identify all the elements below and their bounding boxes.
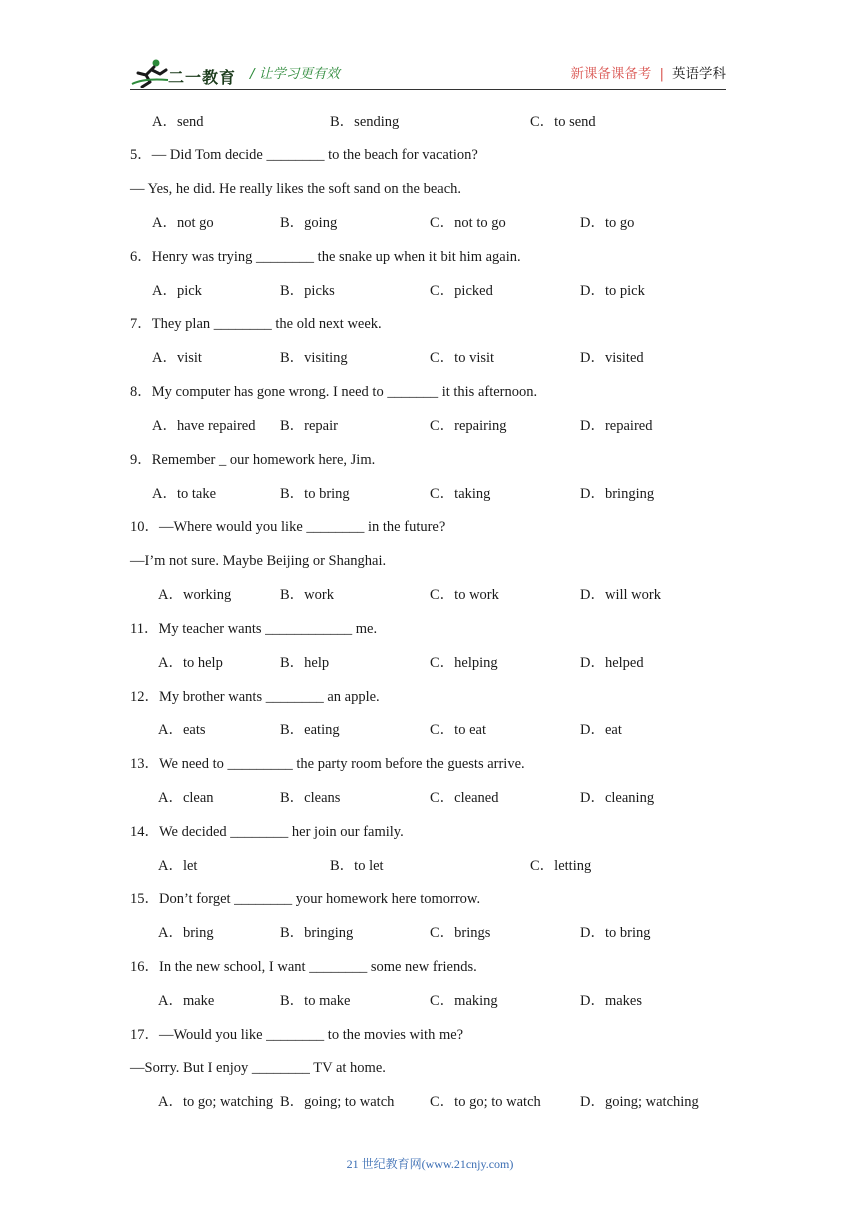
page-header	[130, 56, 726, 90]
option: A．make	[158, 993, 215, 1009]
option: B．cleans	[280, 790, 341, 806]
option: B．picks	[280, 283, 335, 299]
option: B．repair	[280, 418, 338, 434]
option: B．help	[280, 655, 330, 671]
option: B．to let	[330, 858, 384, 874]
option: D．to go	[580, 215, 635, 231]
logo-text: 二一教育	[168, 68, 237, 87]
question-line: 17．—Would you like ________ to the movies with me?	[130, 1027, 464, 1043]
option: C．to work	[430, 587, 499, 603]
option: A．send	[152, 114, 204, 130]
option: D．visited	[580, 350, 644, 366]
option: A．to take	[152, 486, 217, 502]
option: B．sending	[330, 114, 400, 130]
option: C．to go; to watch	[430, 1094, 541, 1110]
option: B．work	[280, 587, 334, 603]
answer-line: —Sorry. But I enjoy ________ TV at home.	[130, 1060, 386, 1076]
option: D．eat	[580, 722, 622, 738]
option: B．to make	[280, 993, 351, 1009]
option: C．to visit	[430, 350, 495, 366]
option: A．visit	[152, 350, 202, 366]
header-subject	[570, 62, 726, 82]
option: D．will work	[580, 587, 661, 603]
question-line: 5．— Did Tom decide ________ to the beach for vacation?	[130, 147, 478, 163]
question-line: 6．Henry was trying ________ the snake up when it bit him again.	[130, 249, 521, 265]
question-line: 12．My brother wants ________ an apple.	[130, 689, 380, 705]
question-line: 11．My teacher wants ____________ me.	[130, 621, 378, 637]
question-line: 8．My computer has gone wrong. I need to _______ it this afternoon.	[130, 384, 538, 400]
option: D．repaired	[580, 418, 653, 434]
option: C．not to go	[430, 215, 506, 231]
option: A．working	[158, 587, 232, 603]
question-line: 16．In the new school, I want ________ some new friends.	[130, 959, 477, 975]
option: C．to eat	[430, 722, 486, 738]
option: C．brings	[430, 925, 491, 941]
option: B．bringing	[280, 925, 354, 941]
answer-line: —I’m not sure. Maybe Beijing or Shanghai.	[130, 553, 387, 569]
question-line: 14．We decided ________ her join our family.	[130, 824, 404, 840]
answer-line: — Yes, he did. He really likes the soft sand on the beach.	[130, 181, 462, 197]
option: C．repairing	[430, 418, 507, 434]
option: B．visiting	[280, 350, 348, 366]
option: A．have repaired	[152, 418, 256, 434]
question-line: 7．They plan ________ the old next week.	[130, 316, 382, 332]
option: C．to send	[530, 114, 596, 130]
option: C．cleaned	[430, 790, 499, 806]
option: D．cleaning	[580, 790, 655, 806]
option: C．making	[430, 993, 498, 1009]
option: D．helped	[580, 655, 644, 671]
option: D．to pick	[580, 283, 645, 299]
question-line: 10．—Where would you like ________ in the future?	[130, 519, 446, 535]
option: B．going	[280, 215, 338, 231]
option: A．to help	[158, 655, 223, 671]
option: C．picked	[430, 283, 493, 299]
slogan: / 让学习更有效	[250, 66, 340, 82]
option: A．clean	[158, 790, 214, 806]
option: D．to bring	[580, 925, 651, 941]
page-footer: 21 世纪教育网(www.21cnjy.com)	[346, 1157, 514, 1171]
option: C．taking	[430, 486, 491, 502]
option: C．helping	[430, 655, 498, 671]
option: A．to go; watching	[158, 1094, 274, 1110]
option: A．let	[158, 858, 198, 874]
header-subject-name: 英语学科	[672, 66, 726, 82]
header-separator: |	[659, 66, 664, 82]
option: D．bringing	[580, 486, 655, 502]
option: A．pick	[152, 283, 202, 299]
runner-icon	[130, 58, 170, 88]
option: A．bring	[158, 925, 214, 941]
option: D．makes	[580, 993, 643, 1009]
question-line: 15．Don’t forget ________ your homework here tomorrow.	[130, 891, 481, 907]
header-course: 新课备课备考	[570, 66, 652, 82]
option: B．eating	[280, 722, 340, 738]
option: B．going; to watch	[280, 1094, 395, 1110]
question-line: 13．We need to _________ the party room before the guests arrive.	[130, 756, 525, 772]
question-line: 9．Remember _ our homework here, Jim.	[130, 452, 376, 468]
option: B．to bring	[280, 486, 350, 502]
option: C．letting	[530, 858, 592, 874]
option: A．not go	[152, 215, 214, 231]
option: D．going; watching	[580, 1094, 699, 1110]
header-divider	[130, 89, 726, 90]
logo	[130, 58, 240, 90]
option: A．eats	[158, 722, 206, 738]
